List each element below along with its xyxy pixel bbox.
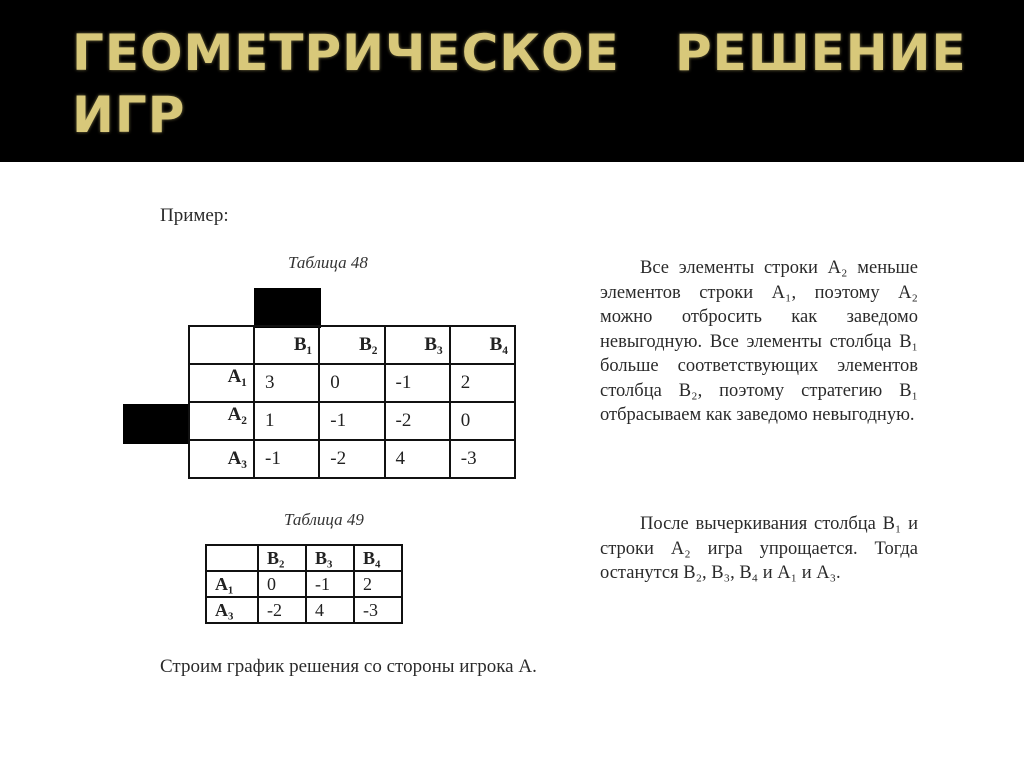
footer-text: Строим график решения со стороны игрока А. — [160, 656, 537, 677]
paragraph-1-text: Все элементы строки A₂ меньше элементов строки A₁, поэтому A₂ можно отбросить как заведомо невыгодную. Все элементы столбца B₁ больше соответствующих элементов столбца B₂, поэтому стратегию B₁ отбрасываем как заведомо невыгодную. — [600, 258, 918, 425]
table-row — [206, 597, 402, 623]
table48-cell: 1 — [254, 402, 319, 440]
table48-cell: 4 — [385, 440, 450, 478]
table49-cell: 2 — [354, 571, 402, 597]
slide-title — [72, 22, 972, 146]
table48-row-label: A₂ — [189, 402, 254, 440]
table48-cell: 0 — [319, 364, 384, 402]
explanation-paragraph-1 — [600, 256, 918, 428]
table48-cell: -1 — [319, 402, 384, 440]
table49-col-header: B₄ — [354, 545, 402, 571]
example-label: Пример: — [160, 205, 229, 226]
table49 — [205, 544, 403, 624]
table48-cell: 2 — [450, 364, 515, 402]
table48-col-header: B₃ — [385, 326, 450, 364]
table48-cell: -2 — [319, 440, 384, 478]
table48-cell: -1 — [254, 440, 319, 478]
table48-cell: -3 — [450, 440, 515, 478]
table49-cell: -1 — [306, 571, 354, 597]
table48-cell: 0 — [450, 402, 515, 440]
table-row — [206, 571, 402, 597]
table48-header-row — [189, 326, 515, 364]
table48 — [188, 325, 516, 479]
table48-col-header: B₄ — [450, 326, 515, 364]
slide-header — [0, 0, 1024, 162]
strike-block-row — [123, 404, 190, 444]
paragraph-2-text: После вычеркивания столбца B₁ и строки A₂ игра упрощается. Тогда останутся B₂, B₃, B₄ и A₁ и A₃. — [600, 514, 918, 583]
table49-cell: 0 — [258, 571, 306, 597]
table49-header-row — [206, 545, 402, 571]
table49-cell: -3 — [354, 597, 402, 623]
table48-row-label: A₃ — [189, 440, 254, 478]
table49-row-label: A₃ — [206, 597, 258, 623]
table49-corner — [206, 545, 258, 571]
table49-row-label: A₁ — [206, 571, 258, 597]
strike-block-column — [254, 288, 321, 328]
table48-cell: -1 — [385, 364, 450, 402]
explanation-paragraph-2 — [600, 512, 918, 586]
table49-col-header: B₃ — [306, 545, 354, 571]
table-row — [189, 402, 515, 440]
table48-caption: Таблица 48 — [288, 253, 368, 272]
table48-col-header: B₂ — [319, 326, 384, 364]
table-row — [189, 440, 515, 478]
table49-cell: -2 — [258, 597, 306, 623]
table48-corner — [189, 326, 254, 364]
table48-col-header: B₁ — [254, 326, 319, 364]
slide-title-line2: ИГР — [72, 86, 186, 144]
table48-cell: -2 — [385, 402, 450, 440]
table49-col-header: B₂ — [258, 545, 306, 571]
table49-caption: Таблица 49 — [284, 510, 364, 529]
table48-row-label: A₁ — [189, 364, 254, 402]
table49-cell: 4 — [306, 597, 354, 623]
table-row — [189, 364, 515, 402]
slide-title-line1: ГЕОМЕТРИЧЕСКОЕ РЕШЕНИЕ — [72, 24, 967, 82]
table48-cell: 3 — [254, 364, 319, 402]
